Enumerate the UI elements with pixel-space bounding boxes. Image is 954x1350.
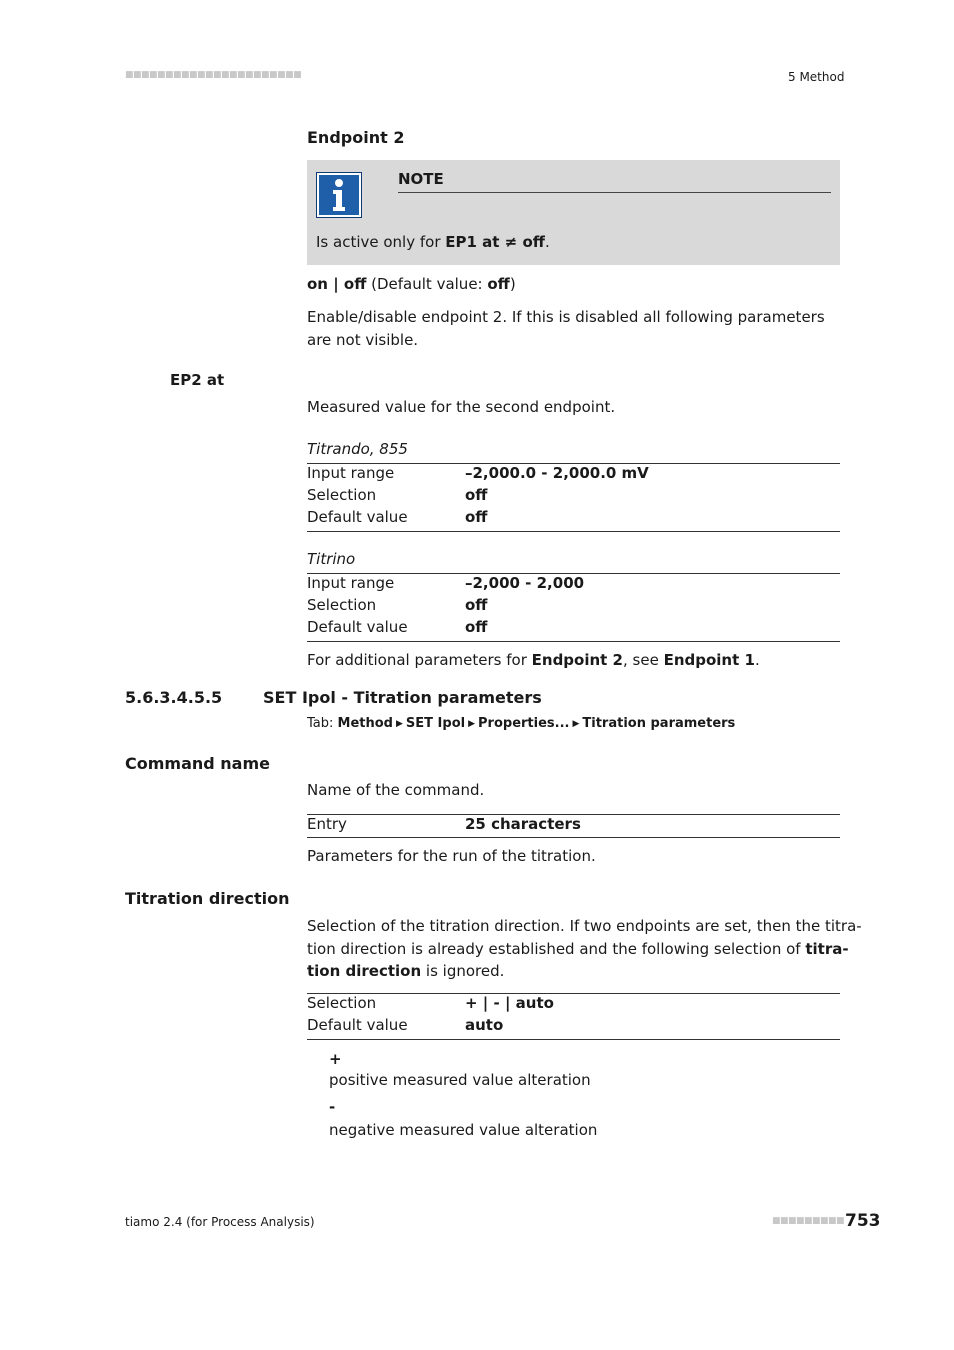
note-divider <box>398 192 831 193</box>
note-label: NOTE <box>398 170 444 188</box>
arrow-right-icon: ▶ <box>396 719 403 729</box>
direction-table-bottom-rule <box>307 1039 840 1040</box>
list-item: positive measured value alteration <box>329 1071 591 1089</box>
command-name-description: Name of the command. <box>307 781 485 799</box>
footer-product: tiamo 2.4 (for Process Analysis) <box>125 1215 315 1229</box>
command-name-label: Command name <box>125 754 270 773</box>
header-dots: ■■■■■■■■■■■■■■■■■■■■■■ <box>125 70 302 80</box>
command-name-after: Parameters for the run of the titration. <box>307 847 596 865</box>
list-item-symbol: - <box>329 1098 336 1116</box>
arrow-right-icon: ▶ <box>468 719 476 729</box>
endpoint2-options: on | off (Default value: off) <box>307 275 516 293</box>
page-number: 753 <box>845 1211 881 1231</box>
ep2at-label: EP2 at <box>170 371 225 389</box>
titration-direction-label: Titration direction <box>125 889 290 908</box>
ep2at-footer: For additional parameters for Endpoint 2, see Endpoint 1. <box>307 651 760 669</box>
endpoint2-title: Endpoint 2 <box>307 128 405 147</box>
table2-caption: Titrino <box>307 550 356 568</box>
note-box <box>307 160 840 265</box>
endpoint2-description: Enable/disable endpoint 2. If this is disabled all following parameters are not visible. <box>307 308 825 349</box>
table1-bottom-rule <box>307 531 840 532</box>
header-chapter: 5 Method <box>788 70 845 84</box>
direction-table-top-rule <box>307 993 840 994</box>
ep2at-description: Measured value for the second endpoint. <box>307 398 616 416</box>
footer-dots: ■■■■■■■■■ <box>772 1216 845 1226</box>
table2-bottom-rule <box>307 641 840 642</box>
table1-caption: Titrando, 855 <box>307 440 408 458</box>
info-icon <box>316 172 362 218</box>
arrow-right-icon: ▶ <box>572 719 580 729</box>
titration-direction-description: Selection of the titration direction. If two endpoints are set, then the titra- tion direction is already established and the following selection of titra- tion direction is ignored. <box>307 917 862 980</box>
tab-path: Tab: Method ▶ SET Ipol ▶ Properties... ▶ Titration parameters <box>307 716 736 731</box>
list-item-symbol: + <box>329 1050 342 1068</box>
section-number: 5.6.3.4.5.5 <box>125 688 223 707</box>
list-item: negative measured value alteration <box>329 1121 598 1139</box>
command-table-bottom-rule <box>307 837 840 838</box>
note-text: Is active only for EP1 at ≠ off. <box>316 233 550 251</box>
section-title: SET Ipol - Titration parameters <box>263 688 542 707</box>
